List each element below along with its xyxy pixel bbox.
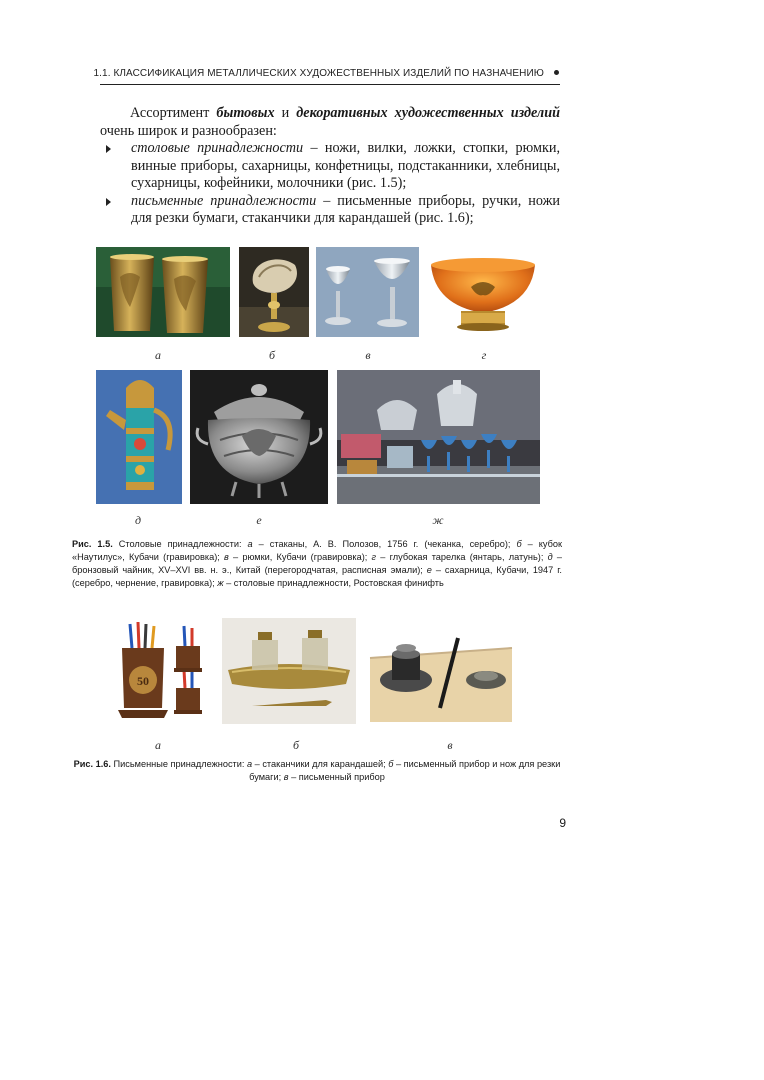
list-item-term: письменные принадлежности xyxy=(131,192,317,209)
bullet-triangle-icon xyxy=(106,198,111,206)
bullet-triangle-icon xyxy=(106,145,111,153)
term-decorative: декоративных художественных изделий xyxy=(296,105,560,121)
fig15-label-zh: ж xyxy=(432,513,444,527)
fig16-label-v: в xyxy=(447,738,453,752)
running-header xyxy=(93,64,560,85)
pencil-cup-badge: 50 xyxy=(137,674,149,688)
caption-number: Рис. 1.6. xyxy=(73,759,111,769)
fig15-label-b: б xyxy=(268,348,276,362)
list-item xyxy=(100,193,560,228)
list-item-text: – письменные приборы, ручки, ножи для резки бумаги, стаканчики для карандашей (рис. 1.6); xyxy=(131,192,560,226)
list-item-term: столовые принадлежности xyxy=(131,140,304,156)
photo-fig15-g-amber-bowl xyxy=(427,247,539,337)
fig16-label-a: а xyxy=(155,738,161,752)
photo-fig15-v-goblets xyxy=(316,247,419,337)
intro-paragraph: Ассортимент бытовых и декоративных художественных изделий очень широк и разнообразен: xyxy=(100,105,560,139)
list-item xyxy=(100,140,560,193)
term-household: бытовых xyxy=(216,105,275,121)
photo-fig16-a-pencil-cups xyxy=(112,618,210,724)
figure-1-5-caption: Рис. 1.5. Столовые принадлежности: а – стаканы, А. В. Полозов, 1756 г. (чеканка, серебро); б – кубок «Наутилус», Кубачи (гравировка); в – рюмки, Кубачи (гравировка); г – глубокая тарелка (янтарь, латунь); д – бронзовый чайник, XV–XVI вв. н. э., Китай (перегородчатая, расписная эмали); е – сахарница, Кубачи, 1947 г. (серебро, чернение, гравировка); ж – столовые принадлежности, Ростовская финифть xyxy=(72,539,562,588)
photo-fig15-zh-rostov-enamel xyxy=(337,370,540,504)
header-bullet-icon xyxy=(554,70,559,75)
photo-fig16-b-writing-set xyxy=(222,618,356,724)
fig15-label-e: е xyxy=(256,513,262,527)
assortment-list xyxy=(100,140,560,228)
fig16-label-b: б xyxy=(292,738,300,752)
running-title: 1.1. КЛАССИФИКАЦИЯ МЕТАЛЛИЧЕСКИХ ХУДОЖЕСТВЕННЫХ ИЗДЕЛИЙ ПО НАЗНАЧЕНИЮ xyxy=(93,68,544,79)
fig15-label-g: г xyxy=(481,348,487,362)
fig15-label-a: а xyxy=(155,348,161,362)
list-item-text: – ножи, вилки, ложки, стопки, рюмки, винные приборы, сахарницы, конфетницы, подстаканники, хлебницы, сухарницы, кофейники, молочники (рис. 1.5); xyxy=(131,140,560,191)
photo-fig15-a-beakers xyxy=(96,247,230,337)
figure-1-6-caption: Рис. 1.6. Письменные принадлежности: а – стаканчики для карандашей; б – письменный прибор и нож для резки бумаги; в – письменный прибор xyxy=(73,759,561,782)
caption-number: Рис. 1.5. xyxy=(72,539,113,549)
photo-fig15-b-nautilus-cup xyxy=(239,247,309,337)
page-number: 9 xyxy=(559,816,566,830)
photo-fig15-e-sugar-bowl xyxy=(190,370,328,504)
fig15-label-d: д xyxy=(134,513,142,527)
photo-fig16-v-inkwell xyxy=(366,618,516,724)
fig15-label-v: в xyxy=(365,348,371,362)
photo-fig15-d-teapot xyxy=(96,370,182,504)
